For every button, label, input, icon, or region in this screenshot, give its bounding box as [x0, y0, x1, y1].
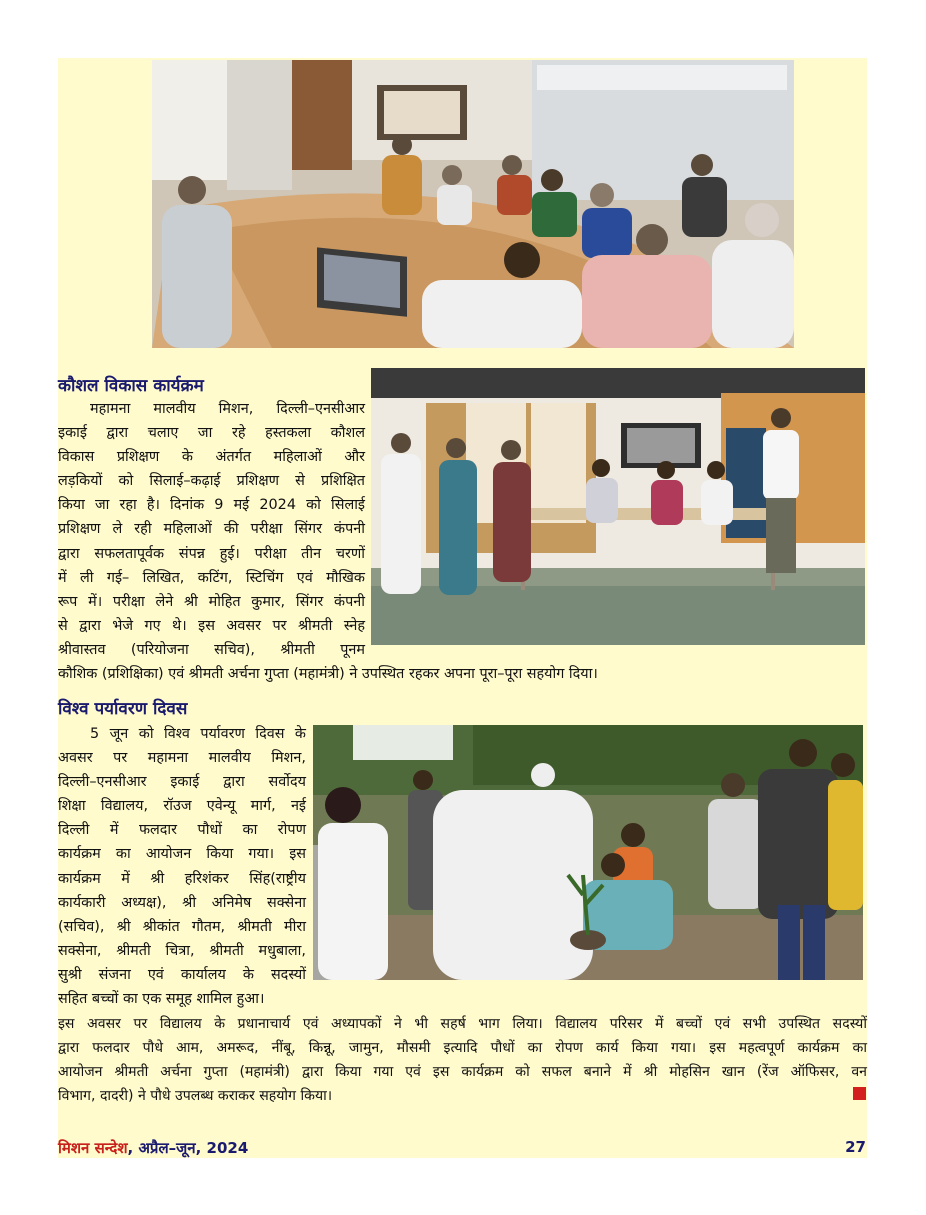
paragraph-line: द्वारा सफलतापूर्वक संपन्न हुई। परीक्षा तीन चरणों: [58, 545, 365, 562]
page-number: 27: [845, 1138, 866, 1156]
paragraph-line: में ली गई– लिखित, कटिंग, स्टिचिंग एवं मौखिक: [58, 569, 365, 586]
tree-plantation-photo: [313, 725, 863, 980]
paragraph-line: महामना मालवीय मिशन, दिल्ली–एनसीआर: [90, 401, 365, 417]
paragraph-line: इस अवसर पर विद्यालय के प्रधानाचार्य एवं अध्यापकों ने भी सहर्ष भाग लिया। विद्यालय परिसर में बच्चों एवं सभी उपस्थित सदस्यों: [58, 1016, 867, 1032]
paragraph-line: दिल्ली में फलदार पौधों का रोपण: [58, 822, 306, 839]
paragraph-line: द्वारा फलदार पौधे आम, अमरूद, नींबू, किन्नू, जामुन, मौसमी इत्यादि पौधों का रोपण कार्य किया गया। इस महत्वपूर्ण कार्यक्रम का: [58, 1040, 867, 1057]
paragraph-line: प्रशिक्षण ले रही महिलाओं की परीक्षा सिंगर कंपनी: [58, 521, 365, 538]
environment-day-heading: विश्व पर्यावरण दिवस: [58, 699, 188, 719]
paragraph-line: कार्यकारी अध्यक्ष), श्री अनिमेष सक्सेना: [58, 894, 306, 911]
end-of-article-mark: [853, 1087, 866, 1100]
paragraph-line: 5 जून को विश्व पर्यावरण दिवस के: [90, 726, 306, 742]
environment-day-paragraph-full: [58, 1012, 867, 1108]
paragraph-line: कार्यक्रम का आयोजन किया गया। इस: [58, 846, 306, 863]
skill-development-paragraph-end: [58, 662, 867, 686]
paragraph-line: विभाग, दादरी) ने पौधे उपलब्ध कराकर सहयोग किया।: [58, 1088, 333, 1105]
paragraph-line: दिल्ली–एनसीआर इकाई द्वारा सर्वोदय: [58, 774, 306, 791]
paragraph-line: रूप में। परीक्षा लेने श्री मोहित कुमार, सिंगर कंपनी: [58, 593, 365, 610]
paragraph-line: लड़कियों को सिलाई–कढ़ाई प्रशिक्षण से प्रशिक्षित: [58, 473, 365, 490]
paragraph-line: आयोजन श्रीमती अर्चना गुप्ता (महामंत्री) द्वारा किया गया एवं इस कार्यक्रम को सफल बनाने में श्री मोहसिन खान (रेंज ऑफिसर, वन: [58, 1064, 867, 1081]
environment-day-paragraph: [58, 722, 306, 1011]
paragraph-line: विकास प्रशिक्षण के अंतर्गत महिलाओं और: [58, 449, 365, 466]
meeting-photo: [152, 60, 794, 348]
paragraph-line: किया जा रहा है। दिनांक 9 मई 2024 को सिलाई: [58, 497, 365, 514]
paragraph-line: सहित बच्चों का एक समूह शामिल हुआ।: [58, 991, 265, 1008]
paragraph-line: कौशिक (प्रशिक्षिका) एवं श्रीमती अर्चना गुप्ता (महामंत्री) ने उपस्थित रहकर अपना पूरा–पूरा सहयोग दिया।: [58, 666, 598, 682]
paragraph-line: शिक्षा विद्यालय, रॉउज एवेन्यू मार्ग, नई: [58, 798, 306, 815]
skill-development-heading: कौशल विकास कार्यक्रम: [58, 376, 204, 396]
paragraph-line: कार्यक्रम में श्री हरिशंकर सिंह(राष्ट्रीय: [58, 870, 306, 887]
issue-date: , अप्रैल–जून, 2024: [127, 1139, 249, 1157]
paragraph-line: सुश्री संजना एवं कार्यालय के सदस्यों: [58, 966, 306, 983]
publication-name: मिशन सन्देश: [58, 1139, 128, 1157]
paragraph-line: अवसर पर महामना मालवीय मिशन,: [58, 750, 306, 767]
paragraph-line: (सचिव), श्री श्रीकांत गौतम, श्रीमती मीरा: [58, 918, 306, 935]
paragraph-line: सक्सेना, श्रीमती चित्रा, श्रीमती मधुबाला,: [58, 942, 306, 959]
footer-publication: [58, 1138, 248, 1158]
sewing-training-photo: [371, 368, 865, 645]
paragraph-line: इकाई द्वारा चलाए जा रहे हस्तकला कौशल: [58, 425, 365, 442]
paragraph-line: श्रीवास्तव (परियोजना सचिव), श्रीमती पूनम: [58, 641, 365, 658]
skill-development-paragraph: [58, 397, 365, 662]
paragraph-line: से द्वारा भेजे गए थे। इस अवसर पर श्रीमती स्नेह: [58, 617, 365, 634]
